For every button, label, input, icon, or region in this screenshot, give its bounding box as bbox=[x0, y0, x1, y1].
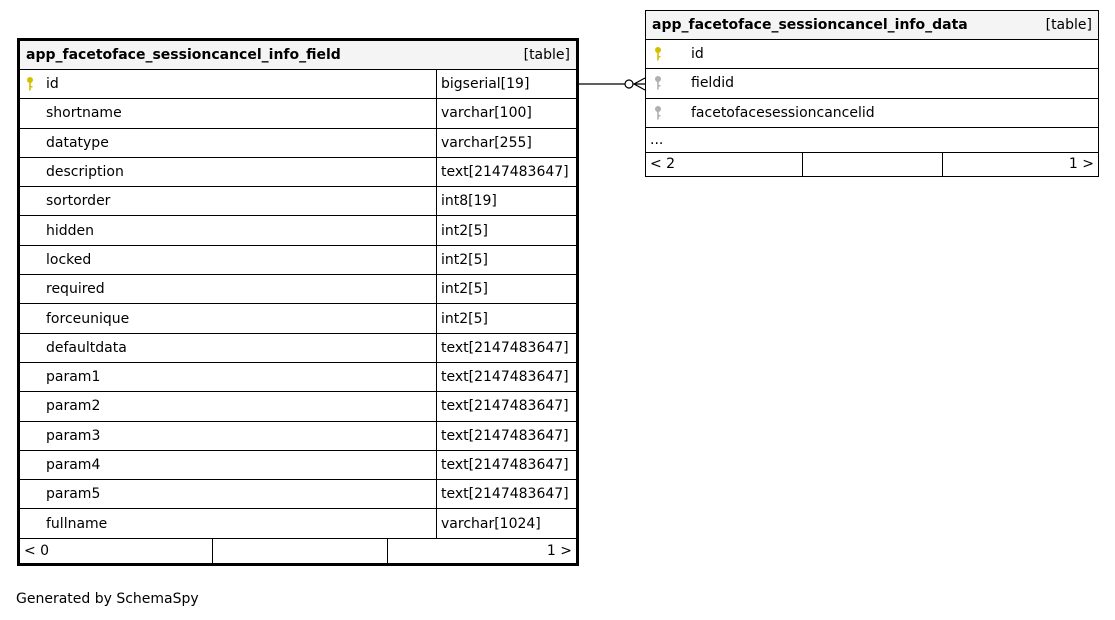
foreign-key-icon bbox=[652, 75, 691, 91]
column-name-cell bbox=[20, 275, 437, 303]
column-name-cell bbox=[20, 392, 437, 420]
column-name-cell bbox=[20, 187, 437, 215]
footer-middle bbox=[213, 539, 388, 563]
column-name-cell bbox=[20, 246, 437, 274]
crow-foot-lower bbox=[634, 84, 645, 90]
column-type: text[2147483647] bbox=[441, 398, 569, 415]
column-name-cell bbox=[20, 99, 437, 127]
column-row[interactable] bbox=[20, 363, 576, 392]
column-row[interactable] bbox=[646, 99, 1098, 128]
column-row[interactable] bbox=[20, 509, 576, 538]
column-name-cell bbox=[646, 40, 1098, 68]
table-header bbox=[646, 11, 1098, 40]
column-type: varchar[1024] bbox=[441, 515, 541, 532]
column-name: locked bbox=[46, 251, 92, 268]
table-footer bbox=[646, 153, 1098, 176]
column-type: int2[5] bbox=[441, 222, 488, 239]
column-name: description bbox=[46, 164, 124, 181]
column-name: fullname bbox=[46, 515, 108, 532]
table-info-data[interactable] bbox=[645, 10, 1099, 177]
column-type: text[2147483647] bbox=[441, 457, 569, 473]
column-name-cell bbox=[20, 451, 437, 479]
table-info-field[interactable] bbox=[17, 38, 579, 566]
table-kind: [table] bbox=[1045, 17, 1092, 33]
column-row[interactable] bbox=[20, 99, 576, 128]
column-type: text[2147483647] bbox=[441, 369, 569, 386]
column-name: param3 bbox=[46, 427, 101, 444]
column-row[interactable] bbox=[646, 69, 1098, 98]
table-kind: [table] bbox=[523, 47, 570, 63]
table-name: app_facetoface_sessioncancel_info_field bbox=[26, 47, 341, 63]
column-row[interactable] bbox=[20, 480, 576, 509]
column-name: facetofacesessioncancelid bbox=[691, 104, 875, 121]
column-type: text[2147483647] bbox=[441, 164, 569, 181]
column-row[interactable] bbox=[20, 129, 576, 158]
footer-parents[interactable]: < 2 bbox=[646, 153, 803, 176]
column-name-cell bbox=[20, 422, 437, 450]
column-name-cell bbox=[20, 129, 437, 157]
column-name: datatype bbox=[46, 134, 109, 151]
footer-children[interactable]: 1 > bbox=[1068, 156, 1094, 173]
relationship-connector[interactable] bbox=[579, 78, 645, 90]
column-type: bigserial[19] bbox=[441, 76, 530, 93]
table-footer bbox=[20, 539, 576, 563]
column-row[interactable] bbox=[20, 304, 576, 333]
column-name-cell bbox=[20, 304, 437, 332]
crow-foot-upper bbox=[634, 78, 645, 84]
column-name-cell bbox=[20, 509, 437, 537]
column-row[interactable] bbox=[20, 216, 576, 245]
column-type: int2[5] bbox=[441, 310, 488, 327]
column-name: param5 bbox=[46, 486, 101, 503]
column-type: text[2147483647] bbox=[441, 339, 569, 356]
column-name: param1 bbox=[46, 369, 101, 386]
column-type: int2[5] bbox=[441, 251, 488, 268]
column-name: param2 bbox=[46, 398, 101, 415]
column-name: required bbox=[46, 281, 105, 298]
generated-by-note: Generated by SchemaSpy bbox=[16, 591, 199, 607]
column-name: id bbox=[691, 46, 704, 63]
column-row[interactable] bbox=[20, 422, 576, 451]
footer-parents[interactable]: < 0 bbox=[20, 539, 213, 563]
column-type: int8[19] bbox=[441, 193, 497, 210]
column-row[interactable] bbox=[20, 451, 576, 480]
table-name: app_facetoface_sessioncancel_info_data bbox=[652, 17, 968, 33]
column-name-cell bbox=[20, 216, 437, 244]
column-row[interactable] bbox=[20, 187, 576, 216]
column-name-cell bbox=[20, 334, 437, 362]
footer-middle bbox=[803, 153, 943, 176]
zero-optionality-marker bbox=[625, 80, 633, 88]
column-list bbox=[646, 40, 1098, 128]
column-name-cell bbox=[646, 69, 1098, 97]
column-name: shortname bbox=[46, 105, 122, 122]
column-name-cell bbox=[20, 158, 437, 186]
table-header bbox=[20, 41, 576, 70]
column-row[interactable] bbox=[20, 246, 576, 275]
column-row[interactable] bbox=[20, 392, 576, 421]
column-name: defaultdata bbox=[46, 339, 127, 356]
column-list bbox=[20, 70, 576, 539]
column-name: forceunique bbox=[46, 310, 130, 327]
column-name: id bbox=[46, 76, 59, 93]
column-row[interactable] bbox=[20, 334, 576, 363]
column-row[interactable] bbox=[20, 70, 576, 99]
column-type: text[2147483647] bbox=[441, 486, 569, 503]
column-name: param4 bbox=[46, 457, 101, 473]
column-type: varchar[100] bbox=[441, 105, 532, 122]
column-name-cell bbox=[20, 480, 437, 508]
column-row[interactable] bbox=[20, 275, 576, 304]
column-name: fieldid bbox=[691, 75, 734, 92]
column-name: sortorder bbox=[46, 193, 111, 210]
column-type: int2[5] bbox=[441, 281, 488, 298]
primary-key-icon bbox=[26, 76, 46, 92]
column-name: hidden bbox=[46, 222, 95, 239]
column-row[interactable] bbox=[646, 40, 1098, 69]
column-type: varchar[255] bbox=[441, 134, 532, 151]
primary-key-icon bbox=[652, 46, 691, 62]
column-name-cell bbox=[20, 70, 437, 98]
column-row[interactable] bbox=[20, 158, 576, 187]
column-name-cell bbox=[20, 363, 437, 391]
column-type: text[2147483647] bbox=[441, 427, 569, 444]
footer-children[interactable]: 1 > bbox=[546, 542, 572, 559]
more-columns-ellipsis: ... bbox=[646, 128, 1098, 153]
foreign-key-icon bbox=[652, 105, 691, 121]
column-name-cell bbox=[646, 99, 1098, 127]
